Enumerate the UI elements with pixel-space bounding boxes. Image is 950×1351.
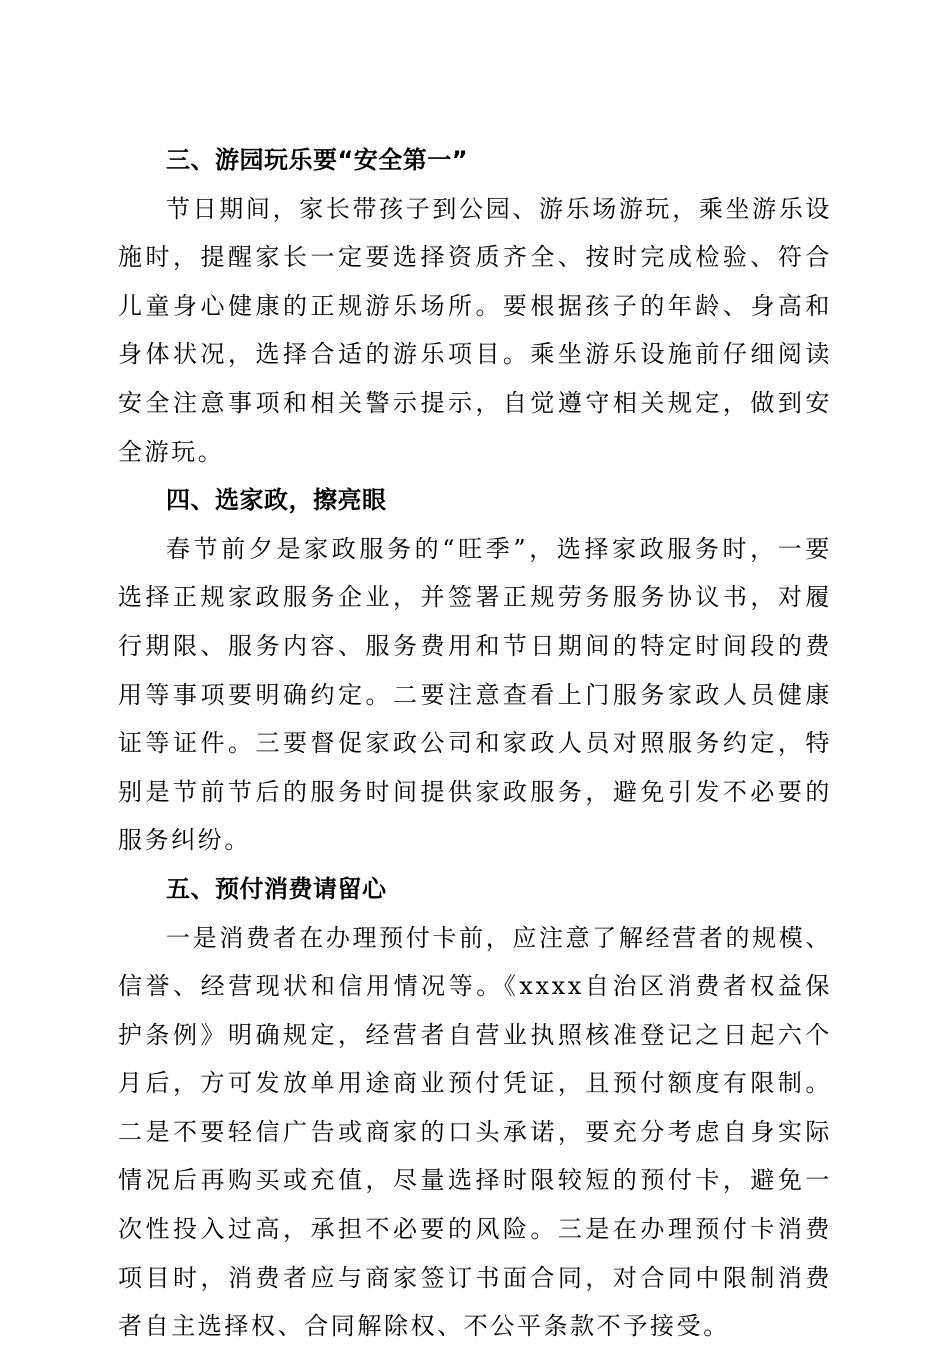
section-heading: 五、预付消费请留心: [166, 874, 387, 903]
section-paragraph: 一是消费者在办理预付卡前，应注意了解经营者的规模、信誉、经营现状和信用情况等。《xxxx自治区消费者权益保护条例》明确规定，经营者自营业执照核准登记之日起六个月后，方可发放单用途商业预付凭证，且预付额度有限制。二是不要轻信广告或商家的口头承诺，要充分考虑自身实际情况后再购买或充值，尽量选择时限较短的预付卡，避免一次性投入过高，承担不必要的风险。三是在办理预付卡消费项目时，消费者应与商家签订书面合同，对合同中限制消费者自主选择权、合同解除权、不公平条款不予接受。: [118, 923, 832, 1341]
section-heading: 三、游园玩乐要“安全第一”: [166, 146, 469, 174]
section-heading: 四、选家政，擦亮眼: [166, 486, 387, 515]
section-paragraph: 节日期间，家长带孩子到公园、游乐场游玩，乘坐游乐设施时，提醒家长一定要选择资质齐全、按时完成检验、符合儿童身心健康的正规游乐场所。要根据孩子的年龄、身高和身体状况，选择合适的游乐项目。乘坐游乐设施前仔细阅读安全注意事项和相关警示提示，自觉遵守相关规定，做到安全游玩。: [118, 194, 832, 466]
section-prepaid-consumption: [118, 865, 832, 1351]
section-amusement-safety: [118, 136, 832, 476]
section-paragraph: 春节前夕是家政服务的“旺季”，选择家政服务时，一要选择正规家政服务企业，并签署正规劳务服务协议书，对履行期限、服务内容、服务费用和节日期间的特定时间段的费用等事项要明确约定。二要注意查看上门服务家政人员健康证等证件。三要督促家政公司和家政人员对照服务约定，特别是节前节后的服务时间提供家政服务，避免引发不必要的服务纠纷。: [118, 534, 832, 855]
section-housekeeping: [118, 476, 832, 865]
document-body: [118, 136, 832, 1351]
